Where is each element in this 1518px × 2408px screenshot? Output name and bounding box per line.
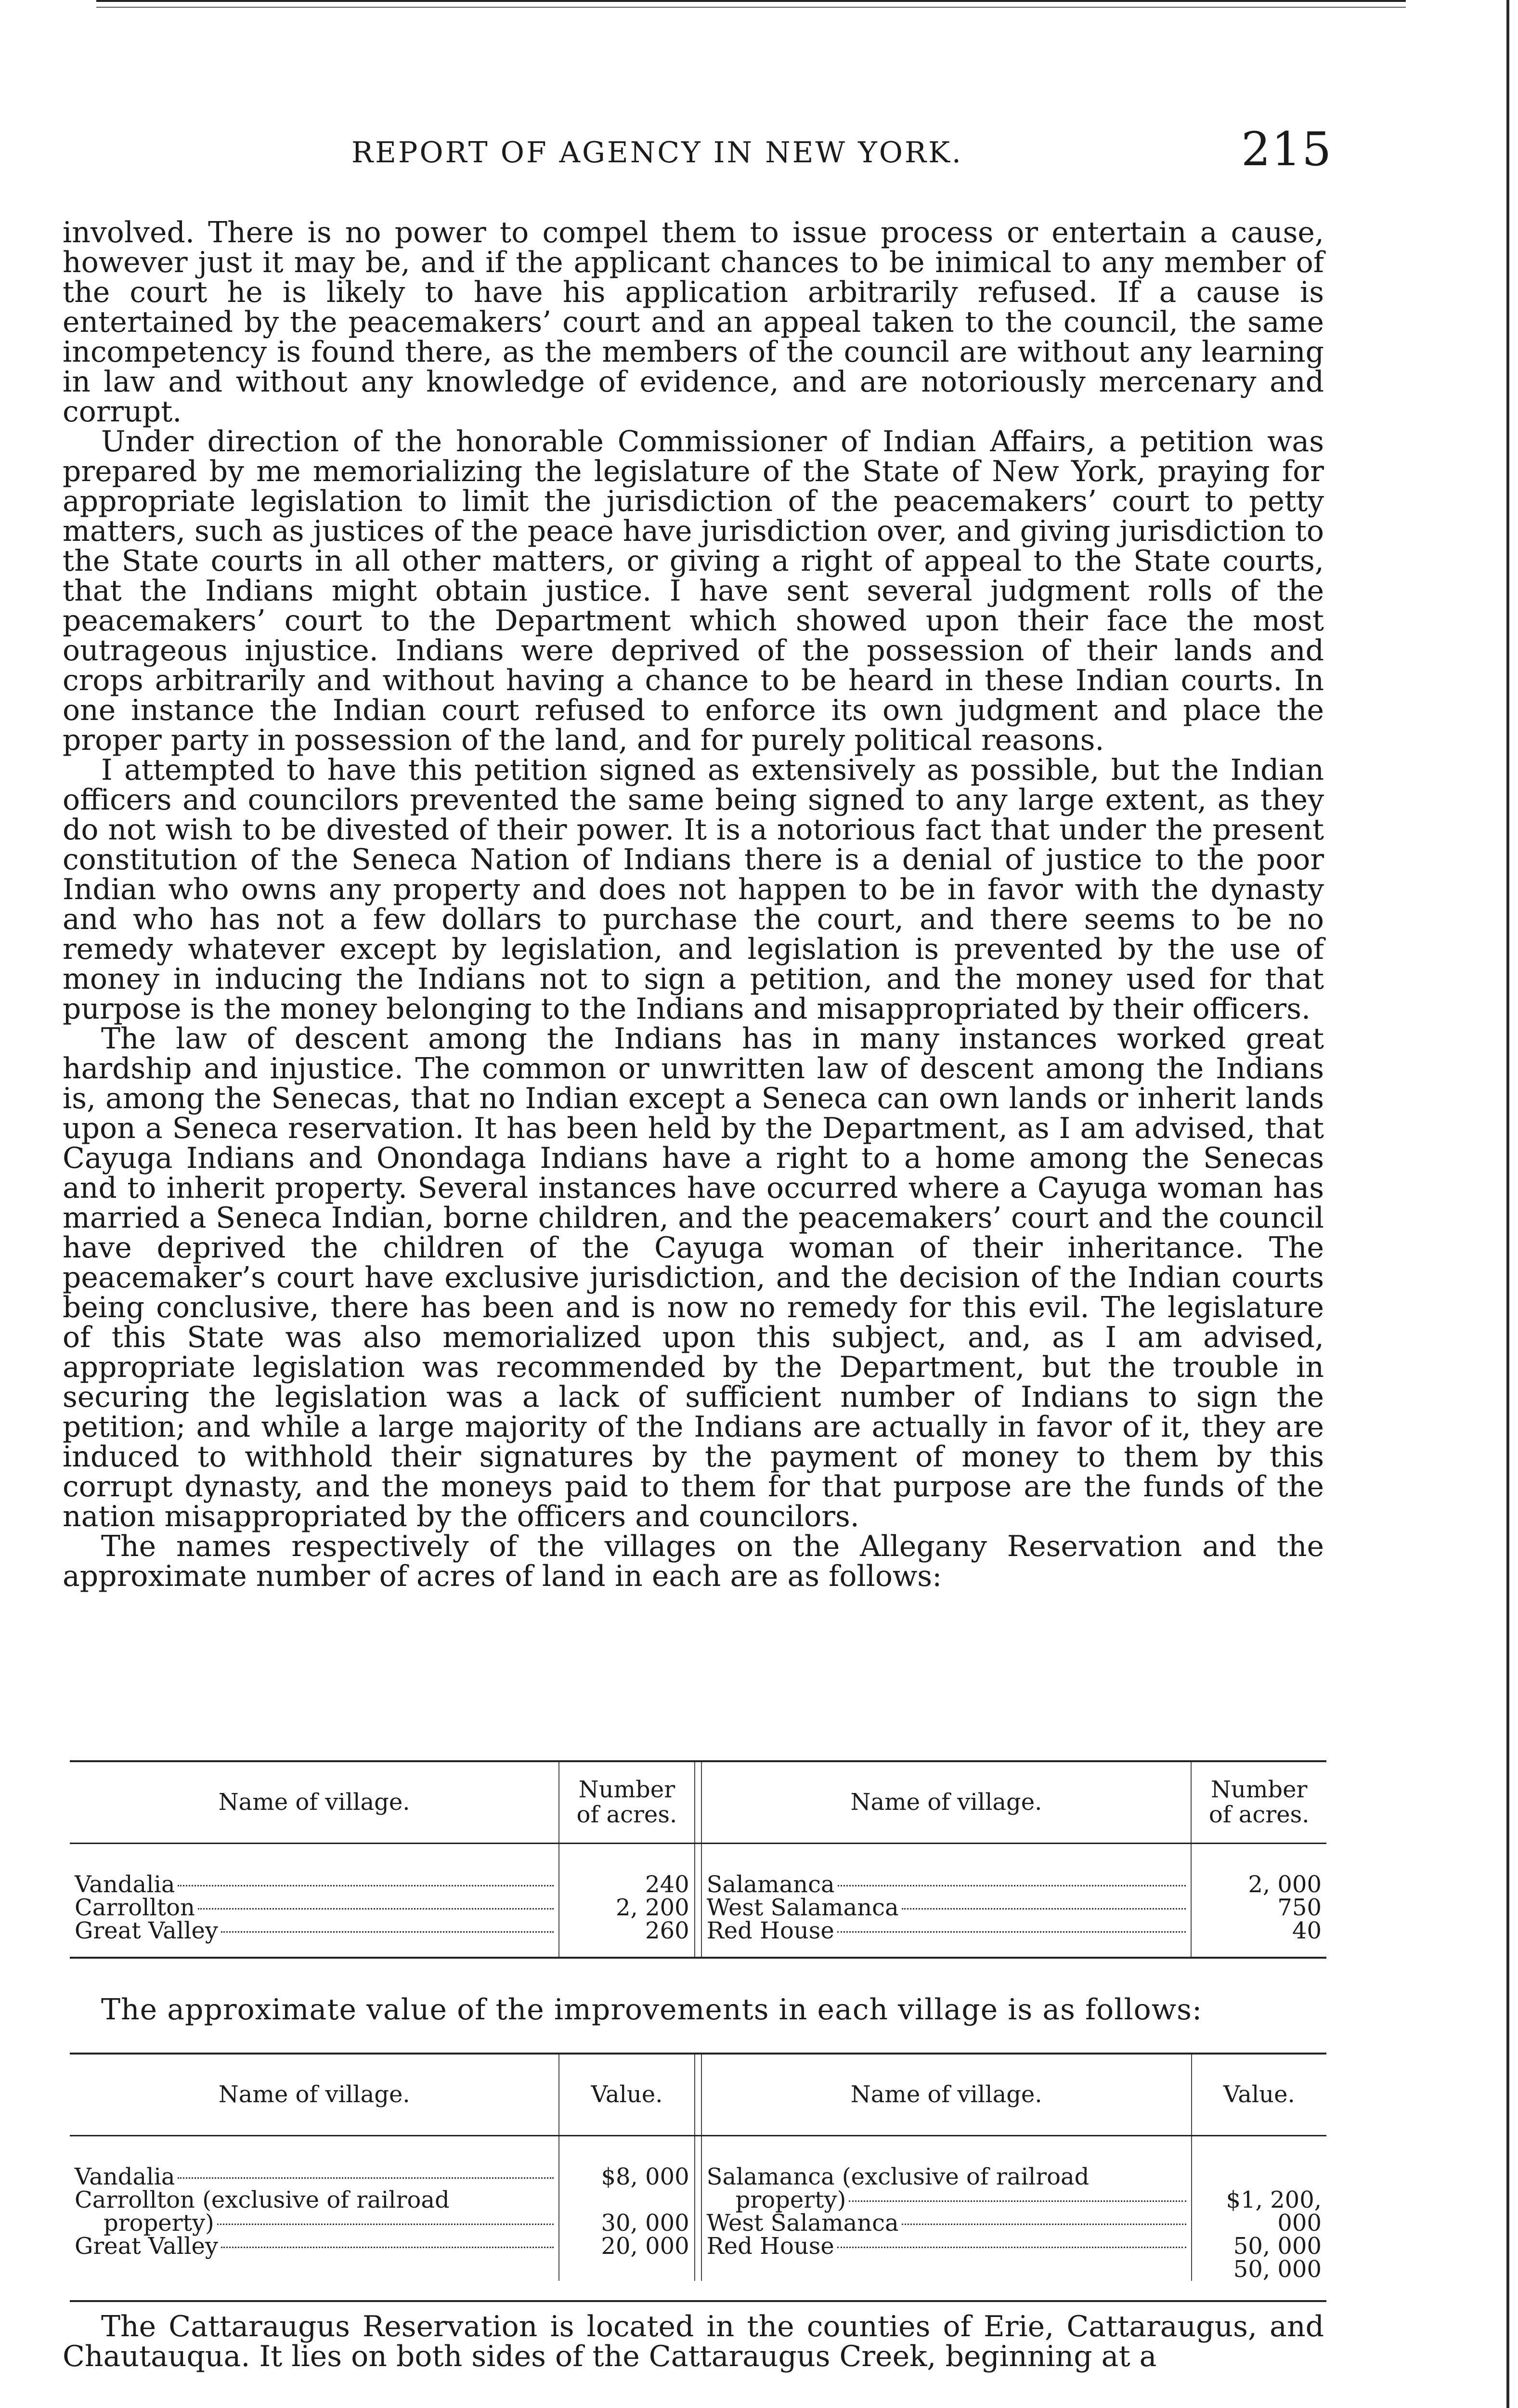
table-row <box>70 1843 1326 1896</box>
value-header-name-right: Name of village. <box>701 2054 1192 2135</box>
paragraph-4: The law of descent among the Indians has in many instances worked great hardship and injustice. The common or unwritten law of descent among the Indians is, among the Senecas, that no Indian except a Seneca can own lands or inherit lands upon a Seneca reservation. It has been held by the Department, as I am advised, that Cayuga Indians and Onondaga Indians have a right to a home among the Senecas and to inherit property. Several instances have occurred where a Cayuga woman has married a Seneca Indian, borne children, and the peacemakers’ court and the council have deprived the children of the Cayuga woman of their inheritance. The peacemaker’s court have exclusive jurisdiction, and the decision of the Indian courts being conclusive, there has been and is now no remedy for this evil. The legislature of this State was also memorialized upon this subject, and, as I am advised, appropriate legislation was recommended by the Department, but the trouble in securing the legislation was a lack of sufficient number of Indians to sign the petition; and while a large majority of the Indians are actually in favor of it, they are induced to withhold their signatures by the payment of money to them by this corrupt dynasty, and the moneys paid to them for that purpose are the funds of the nation misappropriated by the officers and councilors. <box>63 1022 1324 1533</box>
village-name: West Salamanca <box>706 1894 899 1921</box>
village-name: Red House <box>706 1917 834 1944</box>
paragraph-3: I attempted to have this petition signed as extensively as possible, but the Indian officers and councilors prevented the same being signed to any large extent, as they do not wish to be divested of their power. It is a notorious fact that under the present constitution of the Seneca Nation of Indians there is a denial of justice to the poor Indian who owns any property and does not happen to be in favor with the dynasty and who has not a few dollars to purchase the court, and there seems to be no remedy whatever except by legislation, and legislation is prevented by the use of money in inducing the Indians not to sign a petition, and the money used for that purpose is the money belonging to the Indians and misappropriated by their officers. <box>63 753 1324 1026</box>
improvements-caption: The approximate value of the improvements in each village is as follows: <box>101 1993 1203 2027</box>
village-name: Carrollton (exclusive of railroad <box>75 2186 450 2213</box>
closing-text <box>63 2312 1324 2371</box>
village-name: Vandalia <box>75 2163 175 2190</box>
acres-header-value-right: Number of acres. <box>1191 1761 1326 1843</box>
value-table <box>70 2053 1326 2302</box>
page-number: 215 <box>1241 122 1333 176</box>
value-amount: 30, 000 <box>601 2209 689 2237</box>
top-rule <box>96 0 1406 6</box>
paragraph-closing: The Cattaraugus Reservation is located in the counties of Erie, Cattaraugus, and Chautauqua. It lies on both sides of the Cattaraugus Creek, beginning at a <box>63 2310 1324 2373</box>
running-title: REPORT OF AGENCY IN NEW YORK. <box>351 136 963 170</box>
paragraph-2: Under direction of the honorable Commissioner of Indian Affairs, a petition was prepared by me memorializing the legislature of the State of New York, praying for appropriate legislation to limit the jurisdiction of the peacemakers’ court to petty matters, such as justices of the peace have jurisdiction over, and giving jurisdiction to the State courts in all other matters, or giving a right of appeal to the State courts, that the Indians might obtain justice. I have sent several judgment rolls of the peacemakers’ court to the Department which showed upon their face the most outrageous injustice. Indians were deprived of the possession of their lands and crops arbitrarily and without having a chance to be heard in these Indian courts. In one instance the Indian court refused to enforce its own judgment and place the proper party in possession of the land, and for purely political reasons. <box>63 425 1324 757</box>
acres-value: 2, 000 <box>1191 1843 1326 1896</box>
value-header-value-left: Value. <box>559 2054 694 2135</box>
village-name-cont: property) <box>104 2209 214 2237</box>
village-name: Great Valley <box>75 2232 218 2260</box>
table-row <box>70 1919 1326 1958</box>
acres-value: 40 <box>1191 1919 1326 1958</box>
value-header-value-right: Value. <box>1192 2054 1326 2135</box>
value-amount: $8, 000 <box>601 2163 689 2190</box>
village-name: Salamanca <box>706 1871 835 1898</box>
village-name: Carrollton <box>75 1894 195 1921</box>
value-amount: $1, 200, 000 <box>1226 2186 1322 2237</box>
village-name-cont: property) <box>735 2186 846 2213</box>
village-name: Salamanca (exclusive of railroad <box>706 2163 1090 2190</box>
village-name: Great Valley <box>75 1917 218 1944</box>
acres-header-name-right: Name of village. <box>701 1761 1192 1843</box>
acres-value: 240 <box>559 1843 695 1896</box>
acres-table <box>70 1760 1326 1959</box>
acres-header-value-left: Number of acres. <box>559 1761 695 1843</box>
paragraph-1: involved. There is no power to compel them to issue process or entertain a cause, however just it may be, and if the applicant chances to be inimical to any member of the court he is likely to have his application arbitrarily refused. If a cause is entertained by the peacemakers’ court and an appeal taken to the council, the same incompetency is found there, as the members of the council are without any learning in law and without any knowledge of evidence, and are notoriously mercenary and corrupt. <box>63 216 1324 429</box>
value-amount: 50, 000 <box>1233 2255 1322 2283</box>
table-row <box>70 2135 1326 2281</box>
table-divider <box>695 2054 701 2135</box>
acres-value: 2, 200 <box>559 1896 695 1919</box>
page-edge <box>1506 0 1509 2408</box>
village-name: West Salamanca <box>706 2209 899 2237</box>
village-name: Vandalia <box>75 1871 175 1898</box>
main-text <box>63 218 1324 1591</box>
table-divider <box>695 1761 701 1843</box>
acres-value: 260 <box>559 1919 695 1958</box>
value-amount: 20, 000 <box>601 2232 689 2260</box>
paragraph-5: The names respectively of the villages on the Allegany Reservation and the approximate number of acres of land in each are as follows: <box>63 1530 1324 1593</box>
value-header-name-left: Name of village. <box>70 2054 559 2135</box>
acres-value: 750 <box>1191 1896 1326 1919</box>
acres-header-name-left: Name of village. <box>70 1761 559 1843</box>
top-rule-thin <box>96 7 1406 12</box>
value-amount: 50, 000 <box>1233 2232 1322 2260</box>
table-row <box>70 1896 1326 1919</box>
village-name: Red House <box>706 2232 834 2260</box>
